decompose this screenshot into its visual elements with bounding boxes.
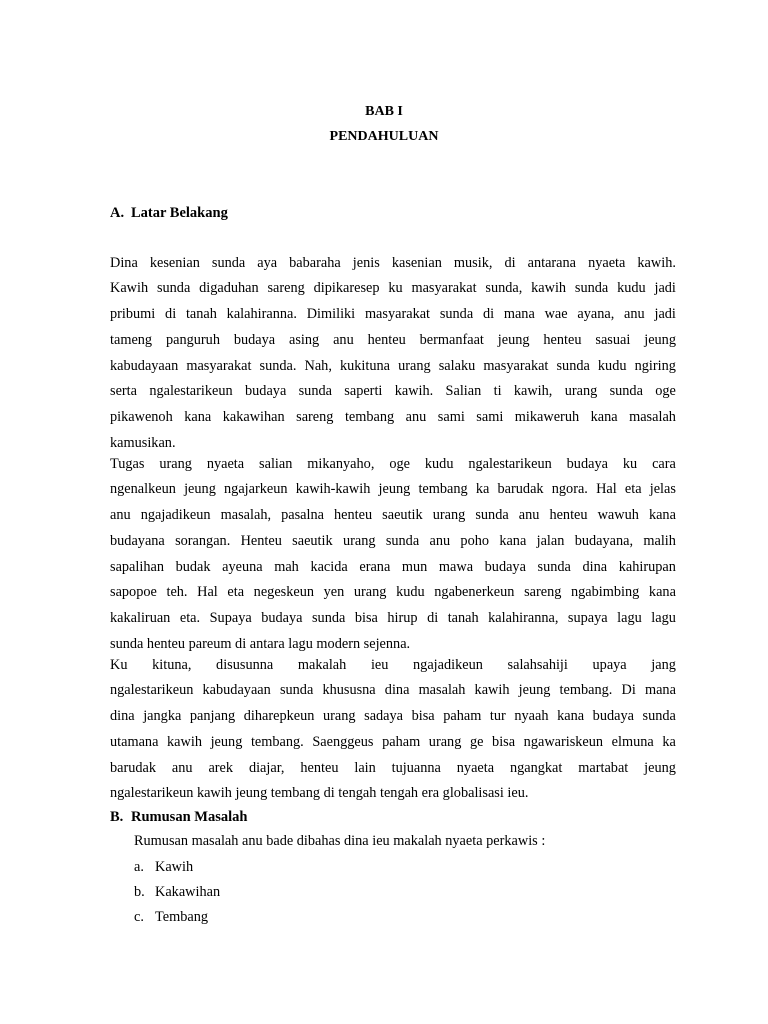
- paragraph-line: Dina kesenian sunda aya babaraha jenis kasenian musik, di antarana nyaeta kawih.: [110, 254, 676, 271]
- paragraph-line: utamana kawih jeung tembang. Saenggeus paham urang ge bisa ngawariskeun elmuna ka: [110, 733, 676, 750]
- paragraph-line: Kawih sunda digaduhan sareng dipikaresep ku masyarakat sunda, kawih sunda kudu jadi: [110, 280, 676, 297]
- paragraph-line: kakaliruan eta. Supaya budaya sunda bisa hirup di tanah kalahiranna, supaya lagu lagu: [110, 609, 676, 626]
- list-item: [134, 884, 220, 900]
- paragraph-line: ngenalkeun jeung ngajarkeun kawih-kawih jeung tembang ka barudak ngora. Hal eta jelas: [110, 481, 676, 498]
- list-item-text: Tembang: [155, 909, 208, 925]
- section-b-title: Rumusan Masalah: [131, 809, 248, 825]
- list-item-label: a.: [134, 859, 144, 875]
- paragraph-line: anu ngajadikeun masalah, pasalna henteu saeutik urang sunda anu henteu wawuh kana: [110, 507, 676, 524]
- paragraph-line: budayana sorangan. Henteu saeutik urang sunda anu poho kana jalan budayana, malih: [110, 532, 676, 549]
- list-item-label: c.: [134, 909, 144, 925]
- section-a-paragraph-2: [110, 426, 676, 657]
- chapter-number: BAB I: [365, 104, 403, 119]
- paragraph-line: Tugas urang nyaeta salian mikanyaho, oge kudu ngalestarikeun budaya ku cara: [110, 455, 676, 472]
- section-a-heading: [110, 205, 228, 221]
- paragraph-line: sunda henteu pareum di antara lagu modern sejenna.: [110, 635, 411, 652]
- section-b-intro: Rumusan masalah anu bade dibahas dina ieu makalah nyaeta perkawis :: [134, 833, 546, 849]
- paragraph-line: dina jangka panjang diharepkeun urang sadaya bisa paham tur nyaah kana budaya sunda: [110, 708, 676, 725]
- paragraph-line: ngalestarikeun kabudayaan sunda khususna dina masalah kawih jeung tembang. Di mana: [110, 682, 676, 699]
- list-item: [134, 909, 208, 925]
- paragraph-line: pikawenoh kana kakawihan sareng tembang anu sami sami mikaweruh kana masalah: [110, 408, 676, 425]
- list-item-text: Kakawihan: [155, 884, 221, 900]
- section-a-title: Latar Belakang: [131, 205, 228, 221]
- paragraph-line: ngalestarikeun kawih jeung tembang di tengah tengah era globalisasi ieu.: [110, 785, 529, 802]
- section-a-label: A.: [110, 205, 125, 221]
- section-b-heading: [110, 809, 247, 825]
- paragraph-line: Ku kituna, disusunna makalah ieu ngajadikeun salahsahiji upaya jang: [110, 656, 676, 673]
- list-item-label: b.: [134, 884, 145, 900]
- paragraph-line: sapalihan budak ayeuna mah kacida erana mun mawa budaya sunda dina kahirupan: [110, 558, 676, 575]
- paragraph-line: serta ngalestarikeun budaya sunda saperti kawih. Salian ti kawih, urang sunda oge: [110, 383, 676, 400]
- paragraph-line: kamusikan.: [110, 434, 176, 451]
- section-b-label: B.: [110, 809, 124, 825]
- paragraph-line: kabudayaan masyarakat sunda. Nah, kukituna urang salaku masyarakat sunda kudu ngiring: [110, 357, 676, 374]
- paragraph-line: sapopoe teh. Hal eta negeskeun yen urang kudu ngabenerkeun sareng ngabimbing kana: [110, 584, 676, 601]
- list-item: [134, 859, 193, 875]
- chapter-title: PENDAHULUAN: [329, 129, 439, 144]
- list-item-text: Kawih: [155, 859, 194, 875]
- paragraph-line: barudak anu arek diajar, henteu lain tujuanna nyaeta ngangkat martabat jeung: [110, 759, 676, 776]
- section-a-paragraph-1: [110, 225, 676, 456]
- paragraph-line: pribumi di tanah kalahiranna. Dimiliki masyarakat sunda di mana wae ayana, anu jadi: [110, 306, 676, 323]
- section-a-paragraph-3: [110, 627, 676, 807]
- paragraph-line: tameng panguruh budaya asing anu henteu bermanfaat jeung henteu sasuai jeung: [110, 331, 676, 348]
